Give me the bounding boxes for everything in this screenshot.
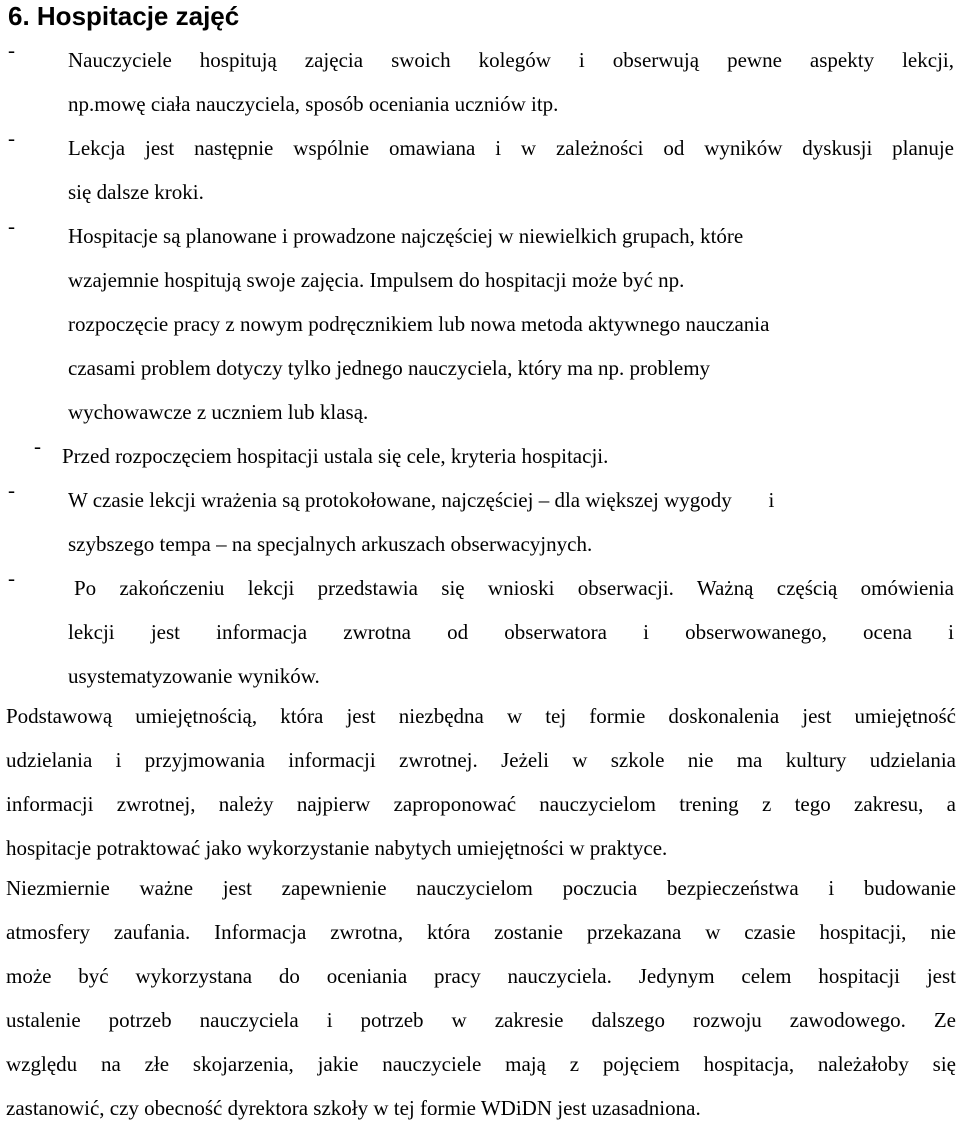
- text-line: rozpoczęcie pracy z nowym podręcznikiem lub nowa metoda aktywnego nauczania: [68, 312, 770, 336]
- text-line: lekcji jest informacja zwrotna od obserwatora i obserwowanego, ocena i: [68, 620, 954, 644]
- text-line: zastanowić, czy obecność dyrektora szkoły w tej formie WDiDN jest uzasadniona.: [6, 1096, 701, 1120]
- text-line: hospitacje potraktować jako wykorzystanie nabytych umiejętności w praktyce.: [6, 836, 668, 860]
- text-line: np.mowę ciała nauczyciela, sposób oceniania uczniów itp.: [68, 92, 559, 116]
- bullet-dash: -: [34, 434, 41, 458]
- text-line: ustalenie potrzeb nauczyciela i potrzeb w zakresie dalszego rozwoju zawodowego. Ze: [6, 1008, 956, 1032]
- bullet-text: [68, 478, 954, 566]
- bullet-text: [68, 38, 954, 126]
- text-line: względu na złe skojarzenia, jakie nauczyciele mają z pojęciem hospitacja, należałoby się: [6, 1052, 956, 1076]
- text-line: atmosfery zaufania. Informacja zwrotna, która zostanie przekazana w czasie hospitacji, nie: [6, 920, 956, 944]
- bullet-text: [68, 214, 954, 434]
- text-line: udzielania i przyjmowania informacji zwrotnej. Jeżeli w szkole nie ma kultury udzielania: [6, 748, 956, 772]
- bullet-dash: -: [8, 126, 15, 150]
- bullet-dash: -: [8, 566, 15, 590]
- bullet-dash: -: [8, 38, 15, 62]
- text-line: się dalsze kroki.: [68, 180, 204, 204]
- text-line: może być wykorzystana do oceniania pracy nauczyciela. Jedynym celem hospitacji jest: [6, 964, 956, 988]
- text-line: Podstawową umiejętnością, która jest niezbędna w tej formie doskonalenia jest umiejętność: [6, 704, 956, 728]
- text-line: wzajemnie hospitują swoje zajęcia. Impulsem do hospitacji może być np.: [68, 268, 685, 292]
- text-line: Hospitacje są planowane i prowadzone najczęściej w niewielkich grupach, które: [68, 224, 744, 248]
- text-line: usystematyzowanie wyników.: [68, 664, 320, 688]
- section-heading: 6. Hospitacje zajęć: [8, 1, 240, 31]
- text-line: szybszego tempa – na specjalnych arkuszach obserwacyjnych.: [68, 532, 593, 556]
- text-line: Niezmiernie ważne jest zapewnienie nauczycielom poczucia bezpieczeństwa i budowanie: [6, 876, 956, 900]
- text-line: wychowawcze z uczniem lub klasą.: [68, 400, 369, 424]
- text-line: Nauczyciele hospitują zajęcia swoich kolegów i obserwują pewne aspekty lekcji,: [68, 48, 954, 72]
- bullet-text: [68, 566, 954, 698]
- bullet-dash: -: [8, 478, 15, 502]
- text-line: Przed rozpoczęciem hospitacji ustala się cele, kryteria hospitacji.: [62, 444, 609, 468]
- text-line: Lekcja jest następnie wspólnie omawiana i w zależności od wyników dyskusji planuje: [68, 136, 954, 160]
- bullet-text: [68, 126, 954, 214]
- text-line: Po zakończeniu lekcji przedstawia się wnioski obserwacji. Ważną częścią omówienia: [74, 576, 954, 600]
- bullet-text: [62, 434, 954, 478]
- text-line: czasami problem dotyczy tylko jednego nauczyciela, który ma np. problemy: [68, 356, 711, 380]
- text-line: informacji zwrotnej, należy najpierw zaproponować nauczycielom trening z tego zakresu, a: [6, 792, 956, 816]
- bullet-dash: -: [8, 214, 15, 238]
- body-paragraph: [6, 866, 956, 1130]
- text-line: W czasie lekcji wrażenia są protokołowane, najczęściej – dla większej wygody i: [68, 488, 775, 512]
- body-paragraph: [6, 694, 956, 870]
